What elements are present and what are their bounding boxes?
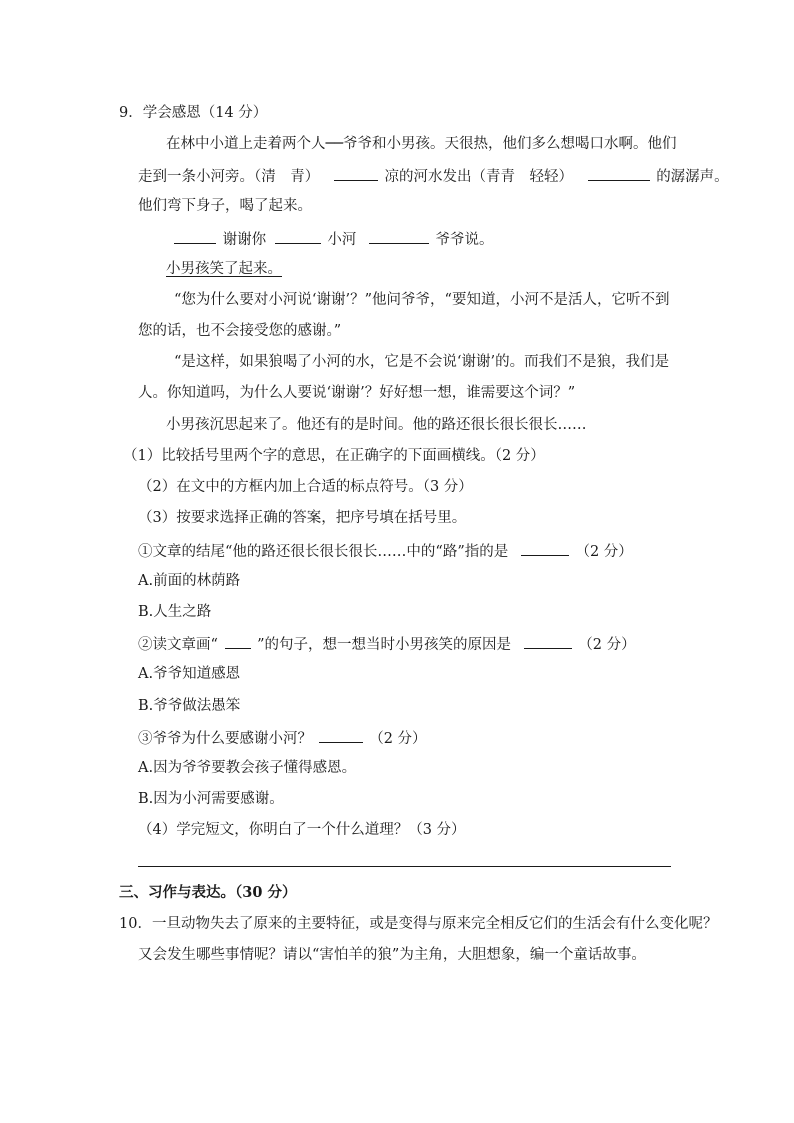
question-points: （2 分） [578,637,636,653]
sub-question-4: （4）学完短文，你明白了一个什么道理？（3 分） [138,822,466,838]
fill-blank[interactable] [275,228,321,244]
passage-text: 小河 [327,232,357,248]
passage-line: 小男孩沉思起来了。他还有的是时间。他的路还很长很长很长…… [166,417,587,433]
question-9-title: 9．学会感恩（14 分） [119,105,268,121]
choice-option: A.前面的林荫路 [138,573,241,589]
answer-blank[interactable] [521,540,569,556]
passage-line: 您的话，也不会接受您的感谢。” [138,323,342,339]
choice-option: A.爷爷知道感恩 [138,666,241,682]
choice-option: A.因为爷爷要教会孩子懂得感恩。 [138,760,357,776]
answer-line[interactable] [138,866,671,867]
sub-question-2: （2）在文中的方框内加上合适的标点符号。（3 分） [138,479,473,495]
passage-line: “您为什么要对小河说‘谢谢’？”他问爷爷，“要知道，小河不是活人，它听不到 [174,292,670,308]
fill-blank[interactable] [369,228,429,244]
question-points: （2 分） [575,544,633,560]
passage-text: 凉的河水发出（青青 轻轻） [384,169,573,185]
choice-question-2 [138,633,636,655]
passage-line: 他们弯下身子，喝了起来。 [138,198,312,214]
choice-option: B.爷爷做法愚笨 [138,698,241,714]
question-points: （2 分） [369,731,427,747]
choice-option: B.因为小河需要感谢。 [138,791,284,807]
fill-blank[interactable] [588,165,650,181]
passage-text: 谢谢你 [222,232,267,248]
question-text: ”的句子，想一想当时小男孩笑的原因是 [257,637,512,653]
underlined-sentence: 小男孩笑了起来。 [166,261,282,277]
fill-blank[interactable] [334,165,378,181]
passage-line: 人。你知道吗，为什么人要说‘谢谢’？好好想一想，谁需要这个词？” [138,385,576,401]
choice-question-3 [138,727,427,749]
passage-line: “是这样，如果狼喝了小河的水，它是不会说‘谢谢’的。而我们不是狼，我们是 [174,354,670,370]
section-3-title: 三、习作与表达。（30 分） [119,884,297,901]
passage-text: 爷爷说。 [435,232,494,248]
sub-question-1: （1）比较括号里两个字的意思，在正确字的下面画横线。（2 分） [123,448,545,464]
sub-question-3: （3）按要求选择正确的答案，把序号填在括号里。 [138,510,467,526]
underline-sample [225,633,251,649]
passage-line [138,165,729,187]
question-text: ②读文章画“ [138,637,218,653]
passage-text: 走到一条小河旁。（清 青） [138,169,320,185]
question-10-line: 10．一旦动物失去了原来的主要特征，或是变得与原来完全相反它们的生活会有什么变化呢？ [119,916,718,932]
passage-text: 的潺潺声。 [656,169,729,185]
passage-line: 在林中小道上走着两个人──爷爷和小男孩。天很热，他们多么想喝口水啊。他们 [166,136,677,152]
choice-option: B.人生之路 [138,604,212,620]
choice-question-1 [138,540,633,562]
passage-line [174,228,494,250]
question-text: ③爷爷为什么要感谢小河？ [138,731,312,747]
question-text: ①文章的结尾“他的路还很长很长很长……中的“路”指的是 [138,544,509,560]
answer-blank[interactable] [319,727,363,743]
question-10-line: 又会发生哪些事情呢？请以“害怕羊的狼”为主角，大胆想象，编一个童话故事。 [138,947,646,963]
fill-blank[interactable] [174,228,216,244]
answer-blank[interactable] [524,633,572,649]
